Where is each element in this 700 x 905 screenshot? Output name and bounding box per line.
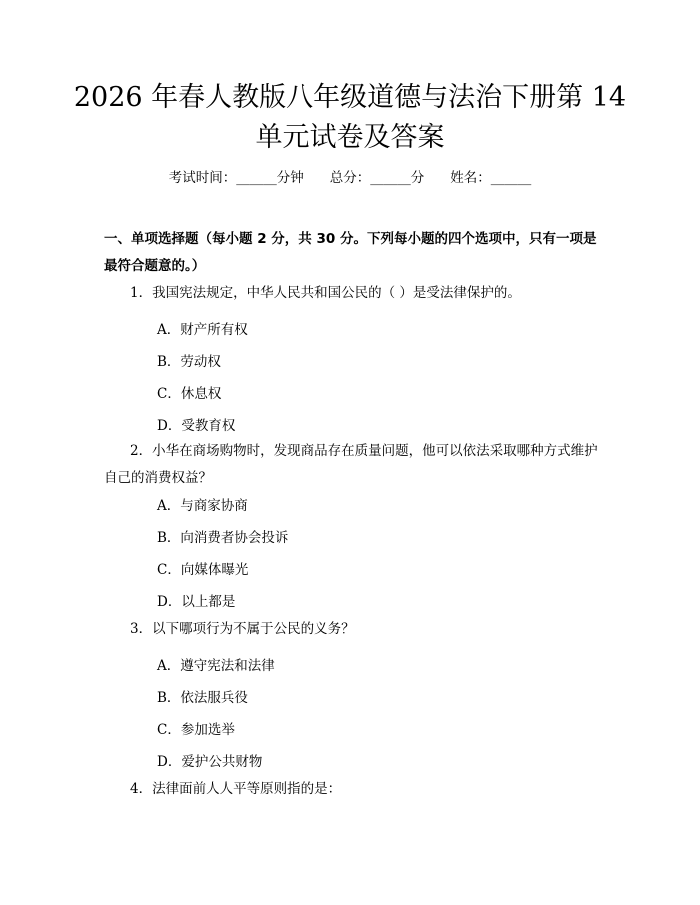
question-2-option-a: A．与商家协商 <box>157 498 248 514</box>
exam-info-line <box>0 168 700 188</box>
question-3-option-c: C．参加选举 <box>157 722 235 738</box>
total-score-field: 总分：______分 <box>329 170 425 186</box>
question-1-option-d: D．受教育权 <box>157 418 236 434</box>
question-2-option-b: B．向消费者协会投诉 <box>157 530 289 546</box>
question-1-option-a: A．财产所有权 <box>157 322 248 338</box>
question-3-option-b: B．依法服兵役 <box>157 690 248 706</box>
question-1-option-c: C．休息权 <box>157 386 222 402</box>
question-1-stem: 1．我国宪法规定，中华人民共和国公民的（ ）是受法律保护的。 <box>130 285 521 301</box>
question-2-option-c: C．向媒体曝光 <box>157 562 249 578</box>
section-heading: 一、单项选择题（每小题 2 分，共 30 分。下列每小题的四个选项中，只有一项是最符合题意的。） <box>104 231 597 274</box>
question-2-stem: 2．小华在商场购物时，发现商品存在质量问题，他可以依法采取哪种方式维护自己的消费权益？ <box>104 443 598 486</box>
title-line-1: 2026 年春人教版八年级道德与法治下册第 14 <box>73 82 627 113</box>
question-1-option-b: B．劳动权 <box>157 354 221 370</box>
question-2-option-d: D．以上都是 <box>157 594 236 610</box>
document-title <box>0 78 700 158</box>
question-4-stem: 4．法律面前人人平等原则指的是： <box>130 781 342 797</box>
title-line-2: 单元试卷及答案 <box>255 122 445 153</box>
question-3-stem: 3．以下哪项行为不属于公民的义务？ <box>130 621 355 637</box>
question-3-option-a: A．遵守宪法和法律 <box>157 658 275 674</box>
question-3-option-d: D．爱护公共财物 <box>157 754 263 770</box>
student-name-field: 姓名：______ <box>450 170 532 186</box>
exam-time-field: 考试时间：______分钟 <box>168 170 304 186</box>
